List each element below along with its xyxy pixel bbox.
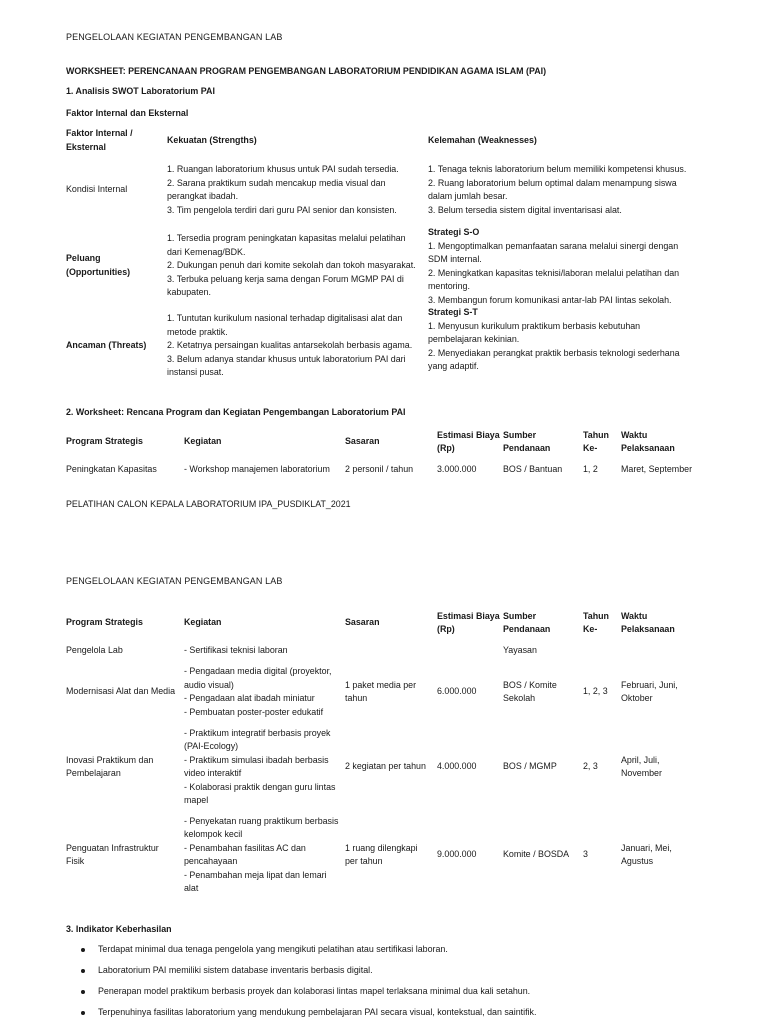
plan-cell-waktu-line: November	[621, 768, 662, 778]
subsection-title: Faktor Internal dan Eksternal	[66, 108, 189, 118]
plan-header-biaya	[437, 429, 500, 456]
bullet-icon	[81, 948, 85, 952]
plan-cell-sumber	[503, 760, 557, 774]
plan-cell-waktu	[621, 679, 678, 706]
plan-cell-sasaran-line: 2 kegiatan per tahun	[345, 761, 426, 772]
plan-header-sasaran-line: Sasaran	[345, 436, 380, 447]
plan-header-sumber-p2-line: Sumber	[503, 610, 537, 621]
plan-header-tahun-p2-line: Ke-	[583, 624, 598, 634]
plan-cell-tahun-line: 1, 2, 3	[583, 686, 608, 697]
plan-cell-kegiatan-line: - Penyekatan ruang praktikum berbasis	[184, 815, 339, 826]
plan-cell-biaya	[437, 760, 476, 774]
swot-weakness-strategy-cell-line: 1. Tenaga teknis laboratorium belum memiliki kompetensi khusus.	[428, 164, 687, 174]
plan-cell-kegiatan-line: mapel	[184, 795, 209, 805]
bullet-icon	[81, 1011, 85, 1015]
plan-cell-kegiatan-line: - Sertifikasi teknisi laboran	[184, 645, 288, 656]
plan-cell-kegiatan	[184, 727, 335, 808]
plan-header-waktu-p2-line: Waktu	[621, 610, 648, 621]
swot-opportunity-threat-cell-line: 1. Tuntutan kurikulum nasional terhadap digitalisasi alat dan	[167, 313, 403, 323]
plan-cell-tahun-line: 3	[583, 849, 588, 860]
plan-cell-sasaran-line: 2 personil / tahun	[345, 464, 414, 475]
plan-cell-program	[66, 842, 159, 869]
plan-cell-program-line: Modernisasi Alat dan Media	[66, 686, 176, 697]
swot-row-label	[66, 252, 130, 279]
swot-weakness-strategy-cell-line: yang adaptif.	[428, 361, 479, 371]
plan-cell-program	[66, 754, 153, 781]
swot-opportunity-threat-cell-line: kabupaten.	[167, 287, 211, 297]
swot-header-factor	[66, 127, 133, 154]
plan-cell-kegiatan-line: - Pengadaan media digital (proyektor,	[184, 666, 332, 676]
swot-row-label	[66, 183, 127, 197]
swot-weakness-strategy-cell-line: 1. Menyusun kurikulum praktikum berbasis kebutuhan	[428, 320, 641, 331]
plan-cell-program	[66, 644, 123, 658]
plan-cell-kegiatan-line: - Pembuatan poster-poster edukatif	[184, 706, 324, 717]
plan-header-biaya-p2-line: Estimasi Biaya	[437, 610, 500, 621]
swot-opportunity-threat-cell-line: 2. Sarana praktikum sudah mencakup media visual dan	[167, 177, 386, 188]
swot-opportunity-threat-cell-line: 3. Tim pengelola terdiri dari guru PAI senior dan konsisten.	[167, 204, 397, 215]
swot-opportunity-threat-cell-line: 3. Belum adanya standar khusus untuk laboratorium PAI dari	[167, 353, 406, 364]
plan-cell-waktu	[621, 754, 662, 781]
swot-opportunity-threat-cell-line: dari Kemenag/BDK.	[167, 246, 246, 257]
plan-header-waktu	[621, 429, 675, 456]
section-3-title: 3. Indikator Keberhasilan	[66, 924, 172, 934]
plan-cell-sumber-line: BOS / Komite	[503, 679, 557, 690]
plan-cell-sumber-line: BOS / Bantuan	[503, 464, 563, 475]
section-2-title: 2. Worksheet: Rencana Program dan Kegiatan Pengembangan Laboratorium PAI	[66, 407, 406, 417]
plan-header-kegiatan-p2-line: Kegiatan	[184, 617, 222, 628]
plan-cell-biaya-line: 9.000.000	[437, 849, 477, 860]
swot-weakness-strategy-cell	[428, 240, 679, 308]
plan-cell-waktu-line: Maret, September	[621, 464, 693, 475]
plan-cell-kegiatan-line: (PAI-Ecology)	[184, 741, 239, 751]
plan-cell-waktu-line: April, Juli,	[621, 754, 660, 765]
plan-header-kegiatan-p2	[184, 616, 221, 630]
plan-cell-waktu	[621, 842, 672, 869]
plan-cell-kegiatan-line: - Kolaborasi praktik dengan guru lintas	[184, 781, 336, 792]
plan-cell-kegiatan-line: - Praktikum simulasi ibadah berbasis	[184, 754, 329, 765]
plan-header-program-p2-line: Program Strategis	[66, 617, 143, 628]
plan-cell-program-line: Fisik	[66, 856, 85, 866]
plan-cell-biaya-line: 3.000.000	[437, 464, 477, 475]
plan-cell-biaya-line: 6.000.000	[437, 686, 477, 697]
plan-header-waktu-p2-line: Pelaksanaan	[621, 624, 675, 634]
page-footer: PELATIHAN CALON KEPALA LABORATORIUM IPA_PUSDIKLAT_2021	[66, 499, 351, 509]
plan-header-sumber-p2-line: Pendanaan	[503, 624, 551, 634]
plan-cell-kegiatan	[184, 463, 330, 477]
plan-cell-waktu-line: Agustus	[621, 856, 654, 866]
plan-header-program-p2	[66, 616, 143, 630]
plan-cell-tahun-line: 1, 2	[583, 464, 598, 475]
plan-header-tahun-p2	[583, 610, 609, 637]
plan-header-biaya-p2-line: (Rp)	[437, 624, 455, 634]
plan-cell-sasaran	[345, 463, 413, 477]
swot-header-strengths: Kekuatan (Strengths)	[167, 135, 257, 145]
page-header-2: PENGELOLAAN KEGIATAN PENGEMBANGAN LAB	[66, 576, 283, 586]
plan-header-sumber-line: Pendanaan	[503, 443, 551, 453]
plan-cell-kegiatan	[184, 815, 338, 896]
plan-cell-sasaran	[345, 679, 416, 706]
swot-strategy-title: Strategi S-O	[428, 227, 480, 237]
worksheet-title: WORKSHEET: PERENCANAAN PROGRAM PENGEMBANGAN LABORATORIUM PENDIDIKAN AGAMA ISLAM (PAI)	[66, 66, 547, 76]
plan-header-tahun-line: Tahun	[583, 429, 609, 440]
plan-cell-tahun	[583, 848, 588, 862]
plan-header-program-line: Program Strategis	[66, 436, 143, 447]
plan-header-sasaran-p2	[345, 616, 380, 630]
plan-cell-kegiatan-line: - Praktikum integratif berbasis proyek	[184, 727, 331, 738]
swot-opportunity-threat-cell	[167, 312, 412, 380]
plan-cell-program-line: Inovasi Praktikum dan	[66, 754, 154, 765]
plan-header-kegiatan-line: Kegiatan	[184, 436, 222, 447]
plan-cell-sumber	[503, 644, 537, 658]
plan-header-waktu-line: Waktu	[621, 429, 648, 440]
plan-header-biaya-p2	[437, 610, 500, 637]
bullet-icon	[81, 969, 85, 973]
plan-cell-tahun	[583, 760, 598, 774]
plan-cell-sumber	[503, 679, 557, 706]
plan-cell-kegiatan-line: - Workshop manajemen laboratorium	[184, 464, 330, 475]
swot-weakness-strategy-cell-line: 3. Belum tersedia sistem digital inventarisasi alat.	[428, 204, 622, 215]
plan-cell-sasaran	[345, 842, 418, 869]
swot-opportunity-threat-cell-line: metode praktik.	[167, 326, 228, 337]
swot-opportunity-threat-cell-line: instansi pusat.	[167, 367, 224, 377]
plan-cell-sasaran-line: per tahun	[345, 856, 383, 866]
swot-opportunity-threat-cell-line: perangkat ibadah.	[167, 191, 239, 201]
plan-cell-waktu-line: Februari, Juni,	[621, 679, 678, 690]
plan-cell-kegiatan-line: kelompok kecil	[184, 829, 243, 839]
swot-row-label-line: Peluang	[66, 253, 101, 264]
swot-opportunity-threat-cell-line: 2. Ketatnya persaingan kualitas antarsekolah berbasis agama.	[167, 340, 413, 350]
swot-weakness-strategy-cell	[428, 163, 686, 217]
plan-cell-program	[66, 685, 175, 699]
swot-opportunity-threat-cell	[167, 232, 416, 300]
plan-cell-program-line: Penguatan Infrastruktur	[66, 842, 159, 853]
swot-weakness-strategy-cell-line: 2. Menyediakan perangkat praktik berbasis teknologi sederhana	[428, 347, 680, 358]
plan-header-biaya-line: Estimasi Biaya	[437, 429, 500, 440]
swot-header-weaknesses: Kelemahan (Weaknesses)	[428, 135, 537, 145]
plan-cell-sumber-line: BOS / MGMP	[503, 761, 557, 772]
plan-cell-kegiatan-line: alat	[184, 883, 199, 893]
plan-cell-sasaran-line: 1 paket media per	[345, 679, 417, 690]
section-1-title: 1. Analisis SWOT Laboratorium PAI	[66, 86, 215, 96]
swot-weakness-strategy-cell-line: mentoring.	[428, 281, 470, 291]
plan-cell-sumber	[503, 848, 569, 862]
plan-cell-sasaran	[345, 760, 426, 774]
plan-cell-sumber	[503, 463, 562, 477]
plan-header-program	[66, 435, 143, 449]
swot-weakness-strategy-cell	[428, 320, 680, 374]
plan-header-tahun-p2-line: Tahun	[583, 610, 609, 621]
plan-cell-sasaran-line: 1 ruang dilengkapi	[345, 842, 418, 853]
plan-cell-waktu-line: Oktober	[621, 693, 653, 703]
plan-cell-biaya	[437, 463, 476, 477]
plan-header-tahun-line: Ke-	[583, 443, 598, 453]
plan-cell-program-line: Pembelajaran	[66, 768, 121, 778]
swot-opportunity-threat-cell-line: 1. Tersedia program peningkatan kapasitas melalui pelatihan	[167, 233, 406, 243]
plan-cell-tahun	[583, 685, 608, 699]
swot-weakness-strategy-cell-line: pembelajaran kekinian.	[428, 334, 520, 344]
plan-header-biaya-line: (Rp)	[437, 443, 455, 453]
plan-cell-program-line: Peningkatan Kapasitas	[66, 464, 157, 475]
list-item-text: Penerapan model praktikum berbasis proyek dan kolaborasi lintas mapel terlaksana minimal dua kali setahun.	[98, 986, 531, 996]
plan-cell-tahun-line: 2, 3	[583, 761, 598, 772]
swot-weakness-strategy-cell-line: 3. Membangun forum komunikasi antar-lab PAI lintas sekolah.	[428, 294, 672, 305]
plan-cell-program	[66, 463, 157, 477]
swot-header-factor-line: Eksternal	[66, 141, 106, 152]
plan-cell-kegiatan-line: audio visual)	[184, 679, 234, 690]
plan-cell-sasaran-line: tahun	[345, 693, 368, 703]
swot-opportunity-threat-cell-line: 2. Dukungan penuh dari komite sekolah dan tokoh masyarakat.	[167, 260, 416, 270]
swot-weakness-strategy-cell-line: dalam jumlah besar.	[428, 191, 508, 201]
swot-header-factor-line: Faktor Internal /	[66, 128, 133, 138]
bullet-icon	[81, 990, 85, 994]
plan-cell-kegiatan	[184, 644, 288, 658]
plan-cell-program-line: Pengelola Lab	[66, 645, 123, 656]
plan-header-waktu-line: Pelaksanaan	[621, 443, 675, 453]
plan-cell-sumber-line: Sekolah	[503, 693, 536, 703]
list-item-text: Terdapat minimal dua tenaga pengelola yang mengikuti pelatihan atau sertifikasi laboran.	[98, 944, 448, 954]
plan-header-sasaran-p2-line: Sasaran	[345, 617, 380, 628]
swot-opportunity-threat-cell	[167, 163, 399, 217]
plan-cell-biaya	[437, 685, 476, 699]
swot-row-label-line: Kondisi Internal	[66, 184, 128, 195]
plan-header-sumber-line: Sumber	[503, 429, 537, 440]
plan-cell-kegiatan-line: - Pengadaan alat ibadah miniatur	[184, 693, 315, 703]
plan-cell-waktu	[621, 463, 692, 477]
plan-cell-sumber-line: Komite / BOSDA	[503, 849, 570, 860]
swot-opportunity-threat-cell-line: 3. Terbuka peluang kerja sama dengan Forum MGMP PAI di	[167, 273, 404, 284]
swot-opportunity-threat-cell-line: 1. Ruangan laboratorium khusus untuk PAI sudah tersedia.	[167, 164, 399, 174]
swot-row-label-line: Ancaman (Threats)	[66, 340, 147, 350]
swot-row-label-line: (Opportunities)	[66, 266, 131, 277]
list-item-text: Laboratorium PAI memiliki sistem database inventaris berbasis digital.	[98, 965, 373, 975]
plan-header-kegiatan	[184, 435, 221, 449]
plan-header-sasaran	[345, 435, 380, 449]
plan-cell-biaya	[437, 848, 476, 862]
plan-header-waktu-p2	[621, 610, 675, 637]
plan-cell-kegiatan-line: - Penambahan meja lipat dan lemari	[184, 869, 327, 880]
plan-cell-kegiatan-line: video interaktif	[184, 768, 242, 778]
plan-cell-tahun	[583, 463, 598, 477]
list-item-text: Terpenuhinya fasilitas laboratorium yang mendukung pembelajaran PAI secara visual, kontekstual, dan saintifik.	[98, 1007, 537, 1017]
plan-cell-biaya-line: 4.000.000	[437, 761, 477, 772]
swot-weakness-strategy-cell-line: 2. Meningkatkan kapasitas teknisi/laboran melalui pelatihan dan	[428, 267, 680, 278]
plan-cell-waktu-line: Januari, Mei,	[621, 842, 672, 853]
page-header: PENGELOLAAN KEGIATAN PENGEMBANGAN LAB	[66, 32, 283, 42]
plan-header-tahun	[583, 429, 609, 456]
swot-weakness-strategy-cell-line: 1. Mengoptimalkan pemanfaatan sarana melalui sinergi dengan	[428, 240, 679, 251]
plan-cell-kegiatan-line: pencahayaan	[184, 856, 238, 866]
swot-strategy-title: Strategi S-T	[428, 307, 478, 317]
plan-header-sumber	[503, 429, 550, 456]
plan-cell-kegiatan-line: - Penambahan fasilitas AC dan	[184, 842, 306, 853]
plan-cell-kegiatan	[184, 665, 332, 719]
swot-row-label	[66, 339, 146, 353]
swot-weakness-strategy-cell-line: 2. Ruang laboratorium belum optimal dalam menampung siswa	[428, 177, 677, 188]
swot-weakness-strategy-cell-line: SDM internal.	[428, 254, 482, 264]
plan-header-sumber-p2	[503, 610, 550, 637]
plan-cell-sumber-line: Yayasan	[503, 645, 537, 656]
